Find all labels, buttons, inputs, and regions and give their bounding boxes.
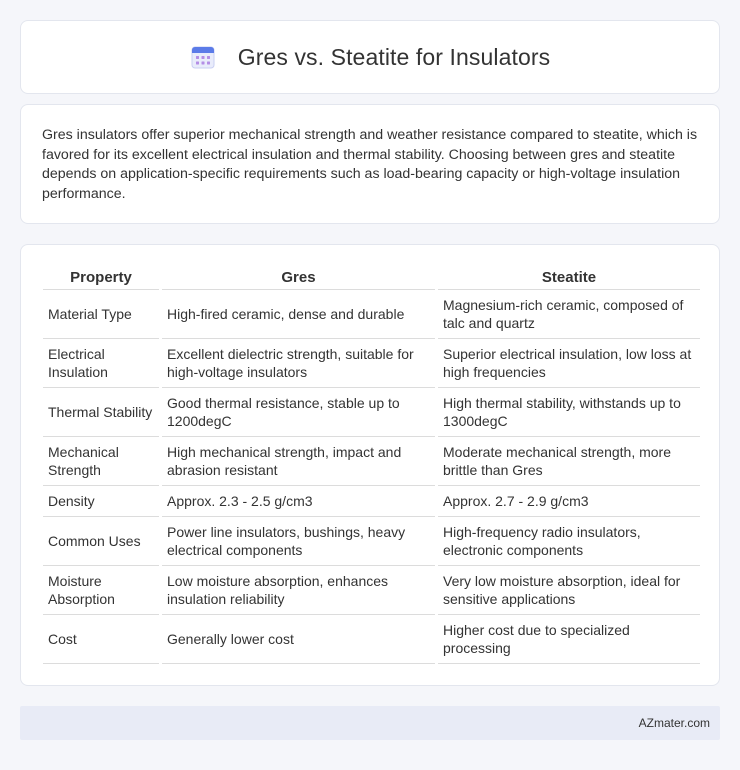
row-property: Electrical Insulation [43, 339, 159, 388]
row-property: Material Type [43, 290, 159, 339]
intro-text: Gres insulators offer superior mechanical strength and weather resistance compared to steatite, which is favored for its excellent electrical insulation and thermal stability. Choosing between gres and steatite depends on application-specific requirements such as load-bearing capacity or high-voltage insulation performance. [42, 127, 698, 202]
row-property: Thermal Stability [43, 388, 159, 437]
row-gres: Good thermal resistance, stable up to 1200degC [162, 388, 435, 437]
row-steatite: High thermal stability, withstands up to 1300degC [438, 388, 700, 437]
table-row [43, 290, 700, 339]
table-row [43, 615, 700, 664]
table-row [43, 566, 700, 615]
row-steatite: Very low moisture absorption, ideal for sensitive applications [438, 566, 700, 615]
row-gres: Generally lower cost [162, 615, 435, 664]
footer [20, 706, 720, 740]
row-gres: Power line insulators, bushings, heavy electrical components [162, 517, 435, 566]
table-row [43, 388, 700, 437]
row-steatite: High-frequency radio insulators, electronic components [438, 517, 700, 566]
row-property: Moisture Absorption [43, 566, 159, 615]
table-row [43, 339, 700, 388]
row-steatite: Approx. 2.7 - 2.9 g/cm3 [438, 486, 700, 517]
row-property: Common Uses [43, 517, 159, 566]
title-card [20, 20, 720, 94]
calendar-icon [190, 44, 216, 70]
row-gres: Approx. 2.3 - 2.5 g/cm3 [162, 486, 435, 517]
table-header-row [43, 265, 700, 290]
row-gres: Excellent dielectric strength, suitable for high-voltage insulators [162, 339, 435, 388]
row-gres: High-fired ceramic, dense and durable [162, 290, 435, 339]
intro-card [20, 104, 720, 224]
page-title: Gres vs. Steatite for Insulators [237, 43, 551, 70]
header-gres: Gres [162, 265, 435, 290]
row-gres: Low moisture absorption, enhances insulation reliability [162, 566, 435, 615]
table-row [43, 517, 700, 566]
row-steatite: Higher cost due to specialized processing [438, 615, 700, 664]
footer-brand[interactable]: AZmater.com [638, 716, 710, 730]
row-steatite: Superior electrical insulation, low loss at high frequencies [438, 339, 700, 388]
row-property: Mechanical Strength [43, 437, 159, 486]
row-steatite: Magnesium-rich ceramic, composed of talc and quartz [438, 290, 700, 339]
row-property: Cost [43, 615, 159, 664]
comparison-table [40, 265, 703, 664]
row-steatite: Moderate mechanical strength, more brittle than Gres [438, 437, 700, 486]
table-row [43, 486, 700, 517]
row-gres: High mechanical strength, impact and abrasion resistant [162, 437, 435, 486]
row-property: Density [43, 486, 159, 517]
comparison-table-card [20, 244, 720, 686]
header-property: Property [43, 265, 159, 290]
table-row [43, 437, 700, 486]
header-steatite: Steatite [438, 265, 700, 290]
